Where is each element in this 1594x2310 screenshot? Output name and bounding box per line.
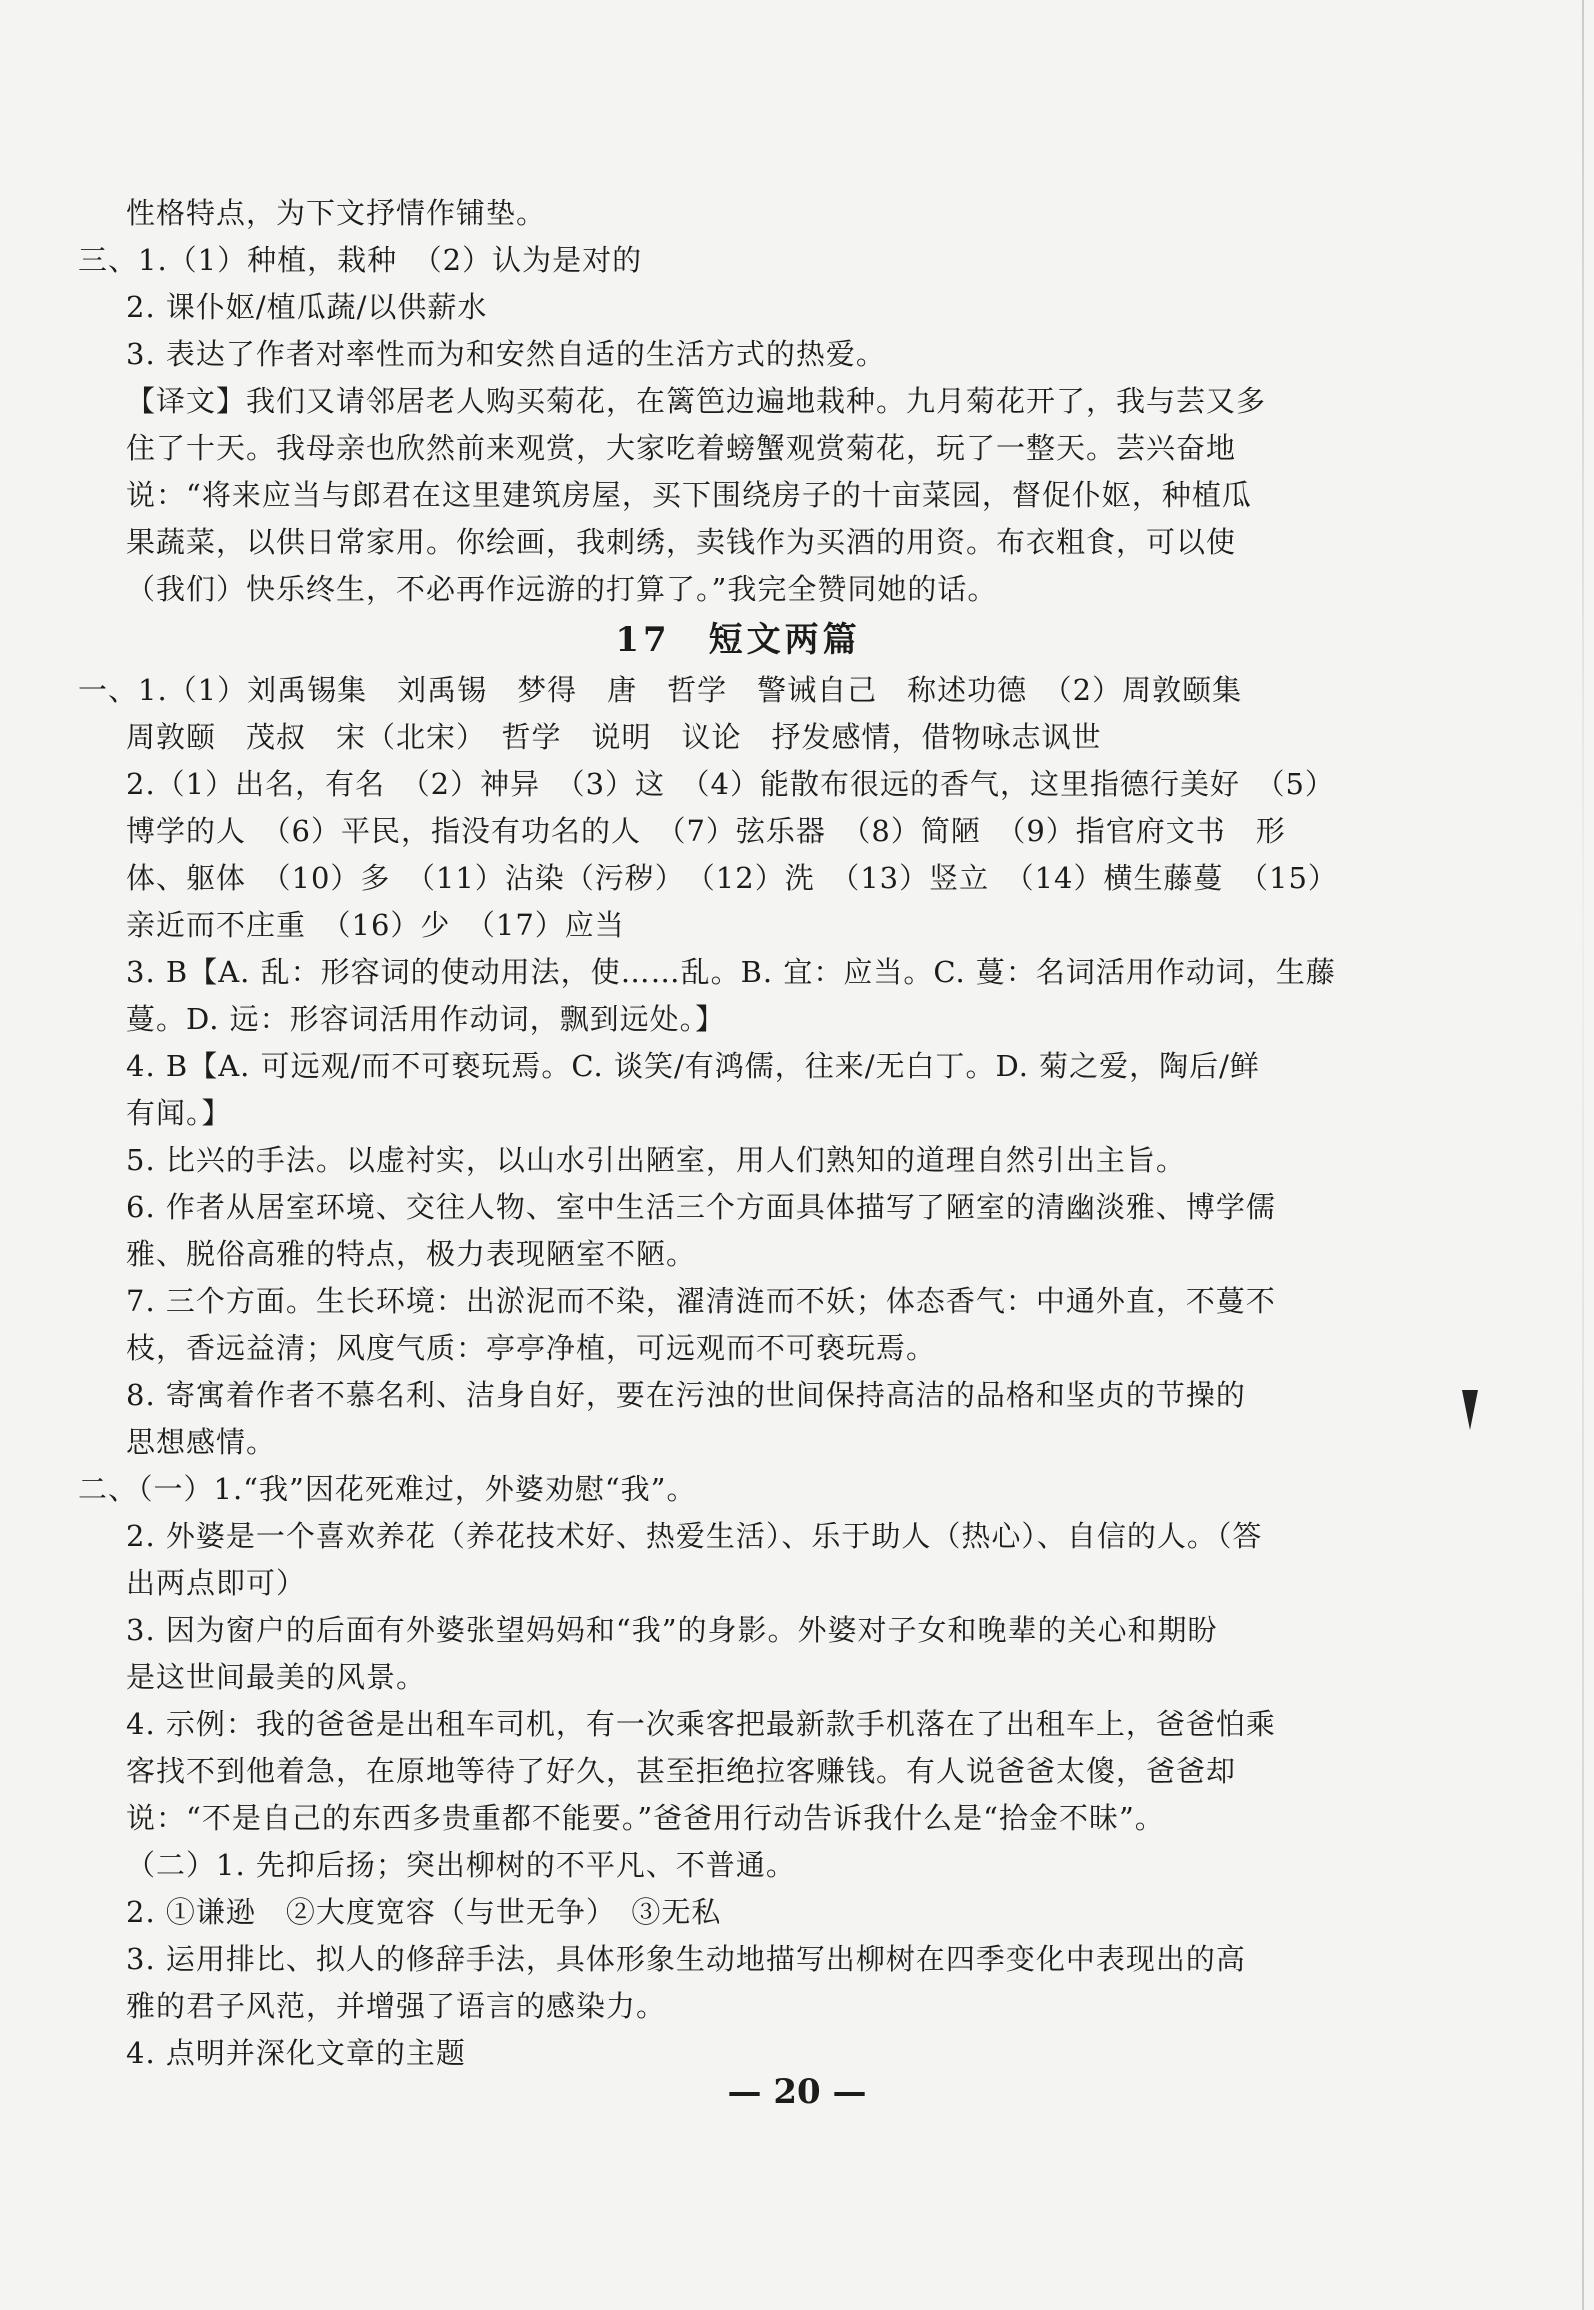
text-line: 二、（一）1.“我”因花死难过，外婆劝慰“我”。 <box>78 1472 697 1506</box>
text-line: 2.（1）出名，有名 （2）神异 （3）这 （4）能散布很远的香气，这里指德行美好 （5） <box>126 767 1335 801</box>
text-line: 说：“不是自己的东西多贵重都不能要。”爸爸用行动告诉我什么是“拾金不昧”。 <box>126 1801 1165 1835</box>
text-line: 思想感情。 <box>126 1425 277 1459</box>
text-line: 4. B【A. 可远观/而不可亵玩焉。C. 谈笑/有鸿儒，往来/无白丁。D. 菊之爱，陶后/鲜 <box>126 1049 1260 1083</box>
text-line: 博学的人 （6）平民，指没有功名的人 （7）弦乐器 （8）简陋 （9）指官府文书 形 <box>126 814 1286 848</box>
text-line: 是这世间最美的风景。 <box>126 1660 427 1694</box>
text-line: 有闻。】 <box>126 1096 232 1130</box>
text-line: 性格特点，为下文抒情作铺垫。 <box>126 196 547 230</box>
page-number: — 20 — <box>727 2072 867 2112</box>
text-line: 说：“将来应当与郎君在这里建筑房屋，买下围绕房子的十亩菜园，督促仆妪，种植瓜 <box>126 478 1252 512</box>
text-line: 三、1.（1）种植，栽种 （2）认为是对的 <box>78 243 643 277</box>
text-line: 3. 表达了作者对率性而为和安然自适的生活方式的热爱。 <box>126 337 886 371</box>
text-line: 3. 运用排比、拟人的修辞手法，具体形象生动地描写出柳树在四季变化中表现出的高 <box>126 1942 1246 1976</box>
text-line: 周敦颐 茂叔 宋（北宋） 哲学 说明 议论 抒发感情，借物咏志讽世 <box>126 720 1102 754</box>
text-line: 4. 示例：我的爸爸是出租车司机，有一次乘客把最新款手机落在了出租车上，爸爸怕乘 <box>126 1707 1276 1741</box>
scan-edge-shadow <box>1582 0 1584 2310</box>
text-line: 2. 课仆妪/植瓜蔬/以供薪水 <box>126 290 488 324</box>
answer-text-body <box>78 190 1378 2077</box>
text-line: 雅的君子风范，并增强了语言的感染力。 <box>126 1989 667 2023</box>
text-line: 3. B【A. 乱：形容词的使动用法，使……乱。B. 宜：应当。C. 蔓：名词活用作动词，生藤 <box>126 955 1336 989</box>
text-line: 果蔬菜，以供日常家用。你绘画，我刺绣，卖钱作为买酒的用资。布衣粗食，可以使 <box>126 525 1237 559</box>
text-line: 客找不到他着急，在原地等待了好久，甚至拒绝拉客赚钱。有人说爸爸太傻，爸爸却 <box>126 1754 1237 1788</box>
text-line: 蔓。D. 远：形容词活用作动词，飘到远处。】 <box>126 1002 726 1036</box>
section-heading: 17 短文两篇 <box>615 620 861 660</box>
text-line: 4. 点明并深化文章的主题 <box>126 2036 466 2070</box>
text-line: 住了十天。我母亲也欣然前来观赏，大家吃着螃蟹观赏菊花，玩了一整天。芸兴奋地 <box>126 431 1237 465</box>
text-line: （我们）快乐终生，不必再作远游的打算了。”我完全赞同她的话。 <box>126 572 998 606</box>
text-line: 【译文】我们又请邻居老人购买菊花，在篱笆边遍地栽种。九月菊花开了，我与芸又多 <box>126 384 1267 418</box>
scan-artifact-mark <box>1462 1390 1478 1430</box>
text-line: 出两点即可） <box>126 1566 307 1600</box>
text-line: 6. 作者从居室环境、交往人物、室中生活三个方面具体描写了陋室的清幽淡雅、博学儒 <box>126 1190 1276 1224</box>
text-line: 2. 外婆是一个喜欢养花（养花技术好、热爱生活）、乐于助人（热心）、自信的人。（答 <box>126 1519 1263 1553</box>
text-line: 5. 比兴的手法。以虚衬实，以山水引出陋室，用人们熟知的道理自然引出主旨。 <box>126 1143 1186 1177</box>
text-line: 3. 因为窗户的后面有外婆张望妈妈和“我”的身影。外婆对子女和晚辈的关心和期盼 <box>126 1613 1218 1647</box>
text-line: 亲近而不庄重 （16）少 （17）应当 <box>126 908 625 942</box>
text-line: 2. ①谦逊 ②大度宽容（与世无争） ③无私 <box>126 1895 722 1929</box>
text-line: 7. 三个方面。生长环境：出淤泥而不染，濯清涟而不妖；体态香气：中通外直，不蔓不 <box>126 1284 1276 1318</box>
text-line: 雅、脱俗高雅的特点，极力表现陋室不陋。 <box>126 1237 697 1271</box>
text-line: （二）1. 先抑后扬；突出柳树的不平凡、不普通。 <box>126 1848 796 1882</box>
text-line: 一、1.（1）刘禹锡集 刘禹锡 梦得 唐 哲学 警诫自己 称述功德 （2）周敦颐集 <box>78 673 1243 707</box>
text-line: 体、躯体 （10）多 （11）沾染（污秽） （12）洗 （13）竖立 （14）横生藤蔓 （15） <box>126 861 1338 895</box>
text-line: 枝，香远益清；风度气质：亭亭净植，可远观而不可亵玩焉。 <box>126 1331 937 1365</box>
text-line: 8. 寄寓着作者不慕名利、洁身自好，要在污浊的世间保持高洁的品格和坚贞的节操的 <box>126 1378 1246 1412</box>
